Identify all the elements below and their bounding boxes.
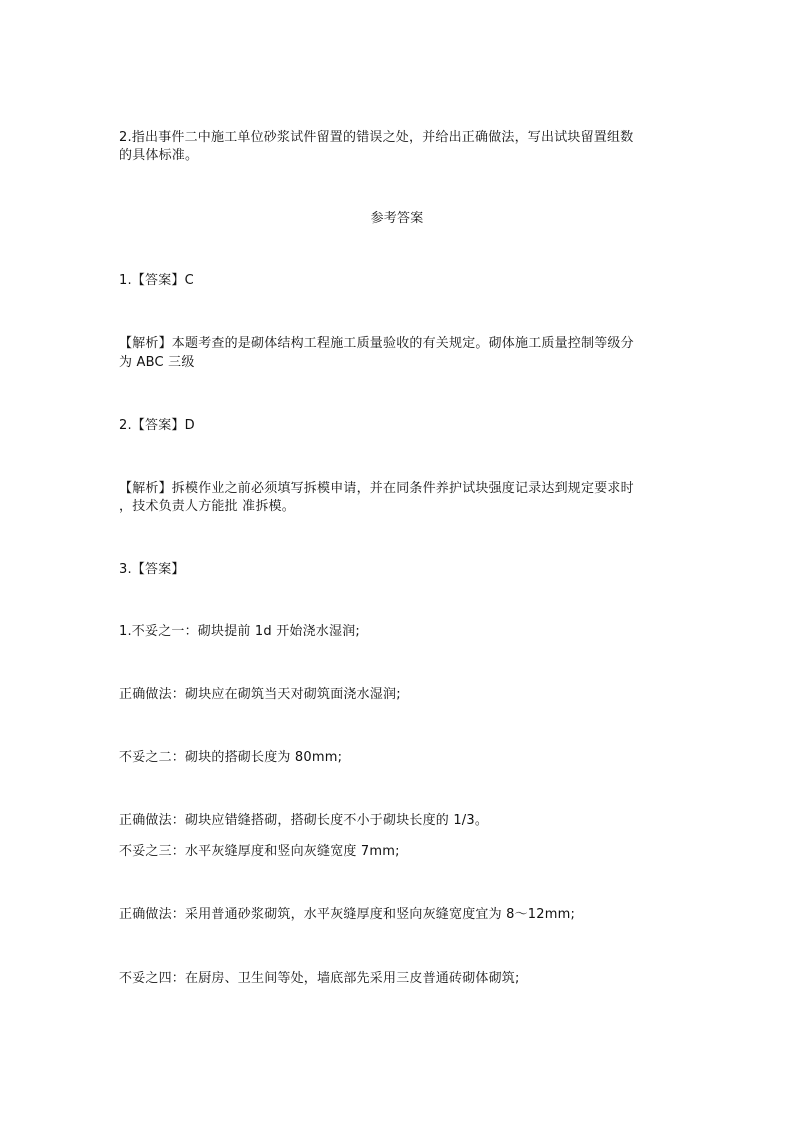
reference-answer-title: 参考答案 bbox=[370, 211, 424, 226]
answer-3-item-4: 正确做法：砌块应错缝搭砌，搭砌长度不小于砌块长度的 1/3。 bbox=[119, 813, 489, 828]
question-2-text-line-1: 2.指出事件二中施工单位砂浆试件留置的错误之处，并给出正确做法，写出试块留置组数 bbox=[119, 130, 634, 145]
answer-3-item-3: 不妥之二：砌块的搭砌长度为 80mm; bbox=[119, 750, 343, 765]
answer-1-analysis-line-1: 【解析】本题考查的是砌体结构工程施工质量验收的有关规定。砌体施工质量控制等级分 bbox=[119, 336, 634, 351]
answer-3-item-2: 正确做法：砌块应在砌筑当天对砌筑面浇水湿润; bbox=[119, 687, 401, 702]
answer-3-item-5: 不妥之三：水平灰缝厚度和竖向灰缝宽度 7mm; bbox=[119, 844, 400, 859]
answer-2-label: 2.【答案】D bbox=[119, 418, 195, 433]
answer-3-item-6: 正确做法：采用普通砂浆砌筑，水平灰缝厚度和竖向灰缝宽度宜为 8～12mm; bbox=[119, 907, 576, 922]
answer-2-analysis-line-1: 【解析】拆模作业之前必须填写拆模申请，并在同条件养护试块强度记录达到规定要求时 bbox=[119, 481, 634, 496]
answer-3-label: 3.【答案】 bbox=[119, 562, 185, 577]
answer-1-label: 1.【答案】C bbox=[119, 273, 194, 288]
answer-1-analysis-line-2: 为 ABC 三级 bbox=[119, 355, 195, 370]
answer-2-analysis-line-2: ，技术负责人方能批 准拆模。 bbox=[119, 499, 295, 514]
question-2-text-line-2: 的具体标准。 bbox=[119, 148, 199, 163]
answer-3-item-1: 1.不妥之一：砌块提前 1d 开始浇水湿润; bbox=[119, 624, 360, 639]
answer-3-item-7: 不妥之四：在厨房、卫生间等处，墙底部先采用三皮普通砖砌体砌筑; bbox=[119, 971, 520, 986]
